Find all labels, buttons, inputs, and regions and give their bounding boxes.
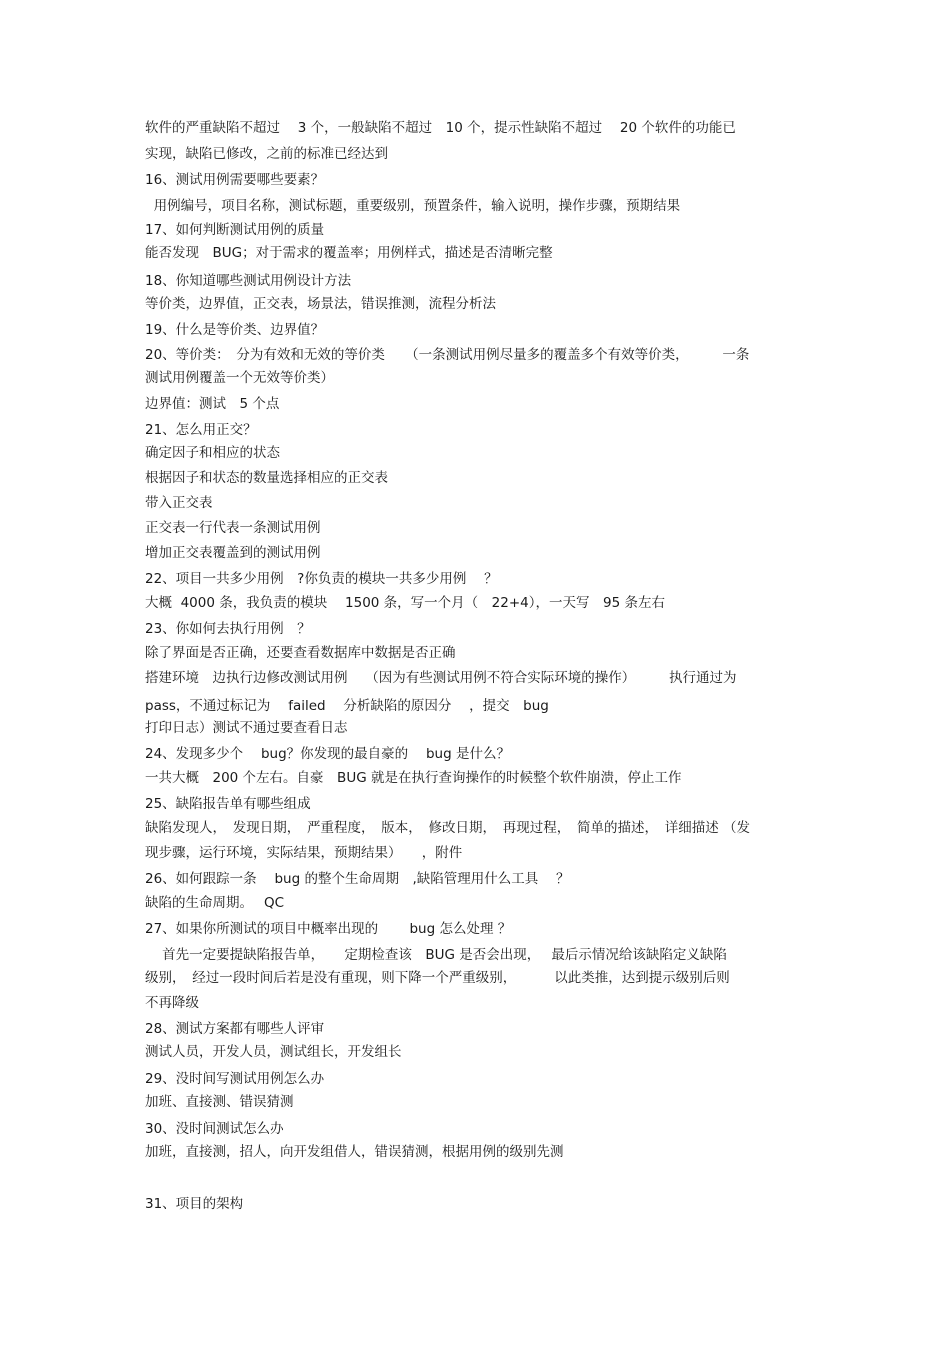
question-heading: 23、你如何去执行用例 ？ [145,621,311,637]
question-heading: 26、如何跟踪一条 bug 的整个生命周期 ,缺陷管理用什么工具 ？ [145,871,570,887]
text-line: 实现，缺陷已修改，之前的标准已经达到 [145,146,388,162]
text-line: 除了界面是否正确，还要查看数据库中数据是否正确 [145,645,456,661]
question-heading: 22、项目一共多少用例 ?你负责的模块一共多少用例 ？ [145,571,498,587]
text-line: 等价类，边界值，正交表，场景法，错误推测，流程分析法 [145,296,496,312]
question-heading: 29、没时间写测试用例怎么办 [145,1071,325,1087]
text-line: 增加正交表覆盖到的测试用例 [145,545,321,561]
question-heading: 21、怎么用正交？ [145,422,257,438]
text-line: 现步骤，运行环境，实际结果，预期结果） ，附件 [145,845,463,861]
question-heading: 16、测试用例需要哪些要素？ [145,172,325,188]
question-heading: 17、如何判断测试用例的质量 [145,222,325,238]
text-line: 根据因子和状态的数量选择相应的正交表 [145,470,388,486]
text-line: 缺陷的生命周期。 QC [145,895,285,911]
text-line: 确定因子和相应的状态 [145,445,280,461]
question-heading: 25、缺陷报告单有哪些组成 [145,796,311,812]
text-line: 加班、直接测、错误猜测 [145,1094,294,1110]
text-line: 首先一定要提缺陷报告单， 定期检查该 BUG 是否会出现， 最后示情况给该缺陷定义缺陷 [145,947,727,963]
text-line: 搭建环境 边执行边修改测试用例 （因为有些测试用例不符合实际环境的操作） 执行通过为 [145,670,737,686]
text-line: 大概 4000 条，我负责的模块 1500 条，写一个月（ 22+4），一天写 95 条左右 [145,595,665,611]
question-heading: 28、测试方案都有哪些人评审 [145,1021,325,1037]
text-line: pass，不通过标记为 failed 分析缺陷的原因分 ，提交 bug [145,698,549,714]
text-line: 用例编号，项目名称，测试标题，重要级别，预置条件，输入说明，操作步骤，预期结果 [145,198,681,214]
question-heading: 30、没时间测试怎么办 [145,1121,284,1137]
text-line: 级别， 经过一段时间后若是没有重现，则下降一个严重级别， 以此类推，达到提示级别后则 [145,970,730,986]
question-heading: 27、如果你所测试的项目中概率出现的 bug 怎么处理 ？ [145,921,512,937]
question-heading: 19、什么是等价类、边界值？ [145,322,325,338]
text-line: 缺陷发现人， 发现日期， 严重程度， 版本， 修改日期， 再现过程， 简单的描述， 详细描述 （发 [145,820,751,836]
text-line: 打印日志）测试不通过要查看日志 [145,720,348,736]
question-heading: 31、项目的架构 [145,1196,244,1212]
text-line: 能否发现 BUG；对于需求的覆盖率；用例样式，描述是否清晰完整 [145,245,553,261]
question-heading: 18、你知道哪些测试用例设计方法 [145,273,352,289]
text-line: 边界值：测试 5 个点 [145,396,280,412]
text-line: 一共大概 200 个左右。自豪 BUG 就是在执行查询操作的时候整个软件崩溃，停止工作 [145,770,682,786]
text-line: 软件的严重缺陷不超过 3 个，一般缺陷不超过 10 个，提示性缺陷不超过 20 个软件的功能已 [145,120,736,136]
text-line: 测试人员，开发人员，测试组长，开发组长 [145,1044,402,1060]
question-heading: 20、等价类： 分为有效和无效的等价类 （一条测试用例尽量多的覆盖多个有效等价类， 一条 [145,347,750,363]
text-line: 正交表一行代表一条测试用例 [145,520,321,536]
question-heading: 24、发现多少个 bug？你发现的最自豪的 bug 是什么？ [145,746,510,762]
text-line: 加班，直接测，招人，向开发组借人，错误猜测，根据用例的级别先测 [145,1144,564,1160]
text-line: 不再降级 [145,995,199,1011]
text-line: 测试用例覆盖一个无效等价类） [145,370,334,386]
text-line: 带入正交表 [145,495,213,511]
